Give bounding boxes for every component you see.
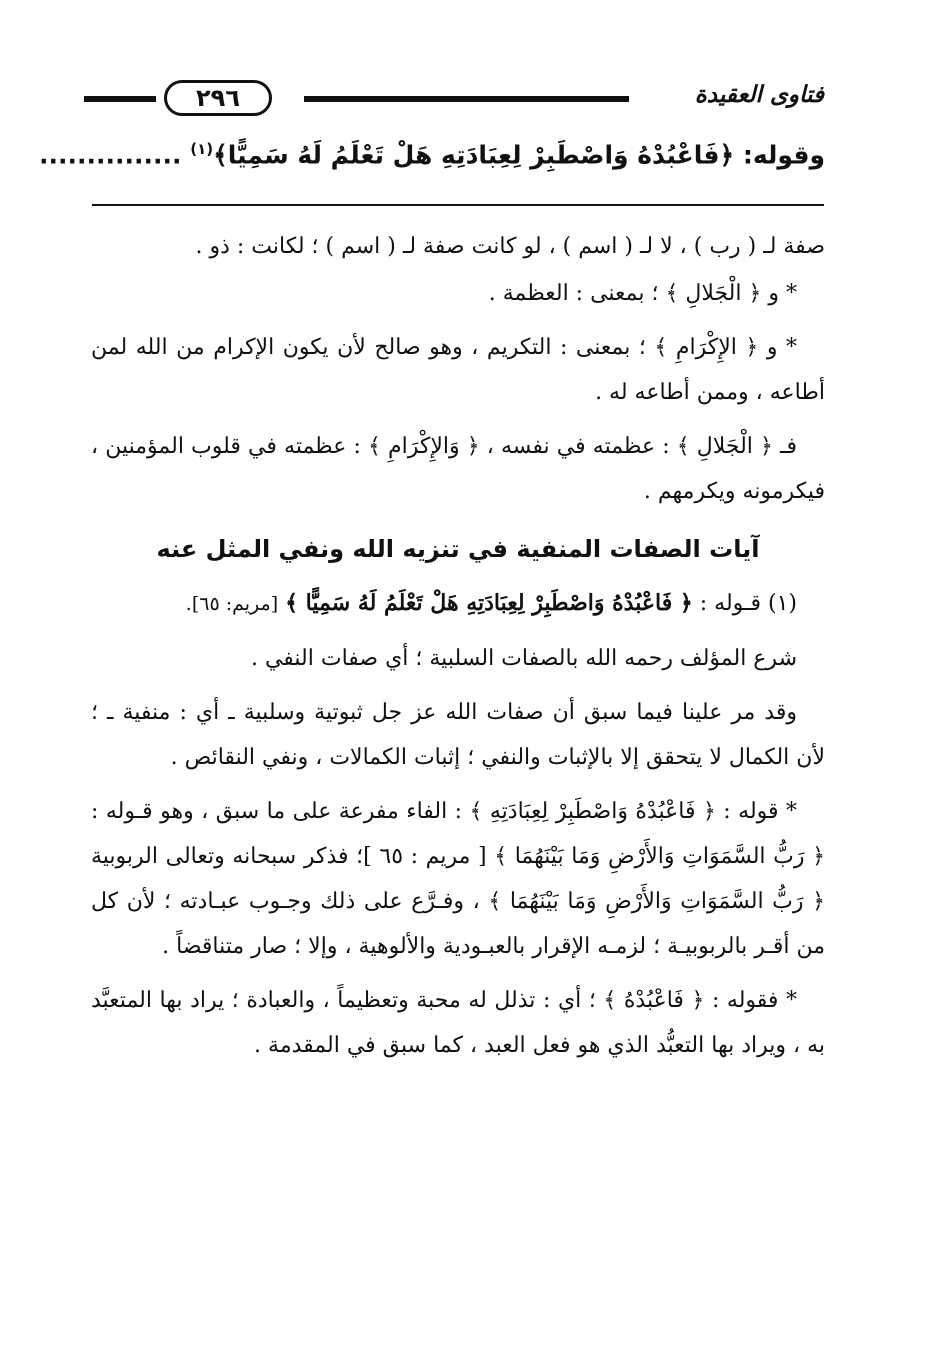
paragraph-7: وقد مر علينا فيما سبق أن صفات الله عز جل ثبوتية وسلبية ـ أي : منفية ـ ؛ لأن الكمال لا يتحقق إلا بالإثبات والنفي ؛ إثبات الكمالات ، ونفي النقائص .	[91, 700, 825, 770]
running-header	[84, 76, 824, 124]
verse-line-text: وقوله: ﴿فَاعْبُدْهُ وَاصْطَبِرْ لِعِبَادَتِهِ هَلْ تَعْلَمُ لَهُ سَمِيًّا﴾	[213, 140, 825, 170]
header-rule-left	[84, 96, 156, 102]
verse-number-label: (١) قـوله :	[699, 591, 797, 616]
paragraph-1: صفة لـ ( رب ) ، لا لـ ( اسم ) ، لو كانت صفة لـ ( اسم ) ؛ لكانت : ذو .	[195, 234, 825, 259]
dotted-leader: ...............	[39, 140, 182, 170]
page-body	[91, 224, 825, 1077]
section-heading: آيات الصفات المنفية في تنزيه الله ونفي المثل عنه	[156, 535, 760, 563]
paragraph-4: فـ ﴿ الْجَلالِ ﴾ : عظمته في نفسه ، ﴿ وَالإِكْرَامِ ﴾ : عظمته في قلوب المؤمنين ، فيكرمونه ويكرمهم .	[91, 434, 825, 504]
paragraph-6: شرع المؤلف رحمه الله بالصفات السلبية ؛ أي صفات النفي .	[250, 646, 797, 671]
paragraph-8: * قوله : ﴿ فَاعْبُدْهُ وَاصْطَبِرْ لِعِبَادَتِهِ ﴾ : الفاء مفرعة على ما سبق ، وهو قـوله : ﴿ رَبُّ السَّمَوَاتِ وَالأَرْضِ وَمَا بَيْنَهُمَا ﴾ [ مريم : ٦٥ ]؛ فذكر سبحانه وتعالى الربوبية ﴿ رَبُّ السَّمَوَاتِ وَالأَرْضِ وَمَا بَيْنَهُمَا ﴾ ، وفـرَّع على ذلك وجـوب عبـادته ؛ لأن كل من أقـر بالربوبيـة ؛ لزمـه الإقرار بالعبـودية والألوهية ، وإلا ؛ صار متناقضاً .	[91, 799, 825, 959]
footnote-mark: (١)	[190, 140, 214, 158]
quranic-verse: ﴿ فَاعْبُدْهُ وَاصْطَبِرْ لِعِبَادَتِهِ هَلْ تَعْلَمُ لَهُ سَمِيًّا ﴾	[285, 590, 693, 616]
paragraph-3: * و ﴿ الإِكْرَامِ ﴾ ؛ بمعنى : التكريم ، وهو صالح لأن يكون الإكرام من الله لمن أطاعه ، وممن أطاعه له .	[91, 335, 825, 405]
book-title: فتاوى العقيدة	[694, 82, 824, 108]
paragraph-5	[91, 581, 825, 627]
verse-line-rule	[92, 204, 824, 206]
page-number: ٢٩٦	[164, 80, 272, 116]
verse-line	[39, 140, 825, 170]
paragraph-9: * فقوله : ﴿ فَاعْبُدْهُ ﴾ ؛ أي : تذلل له محبة وتعظيماً ، والعبادة ؛ يراد بها المتعبَّد به ، ويراد بها التعبُّد الذي هو فعل العبد ، كما سبق في المقدمة .	[91, 988, 825, 1058]
header-rule-right	[304, 96, 629, 102]
paragraph-2: * و ﴿ الْجَلالِ ﴾ ؛ بمعنى : العظمة .	[488, 281, 797, 306]
verse-reference: [مريم: ٦٥].	[185, 593, 279, 615]
